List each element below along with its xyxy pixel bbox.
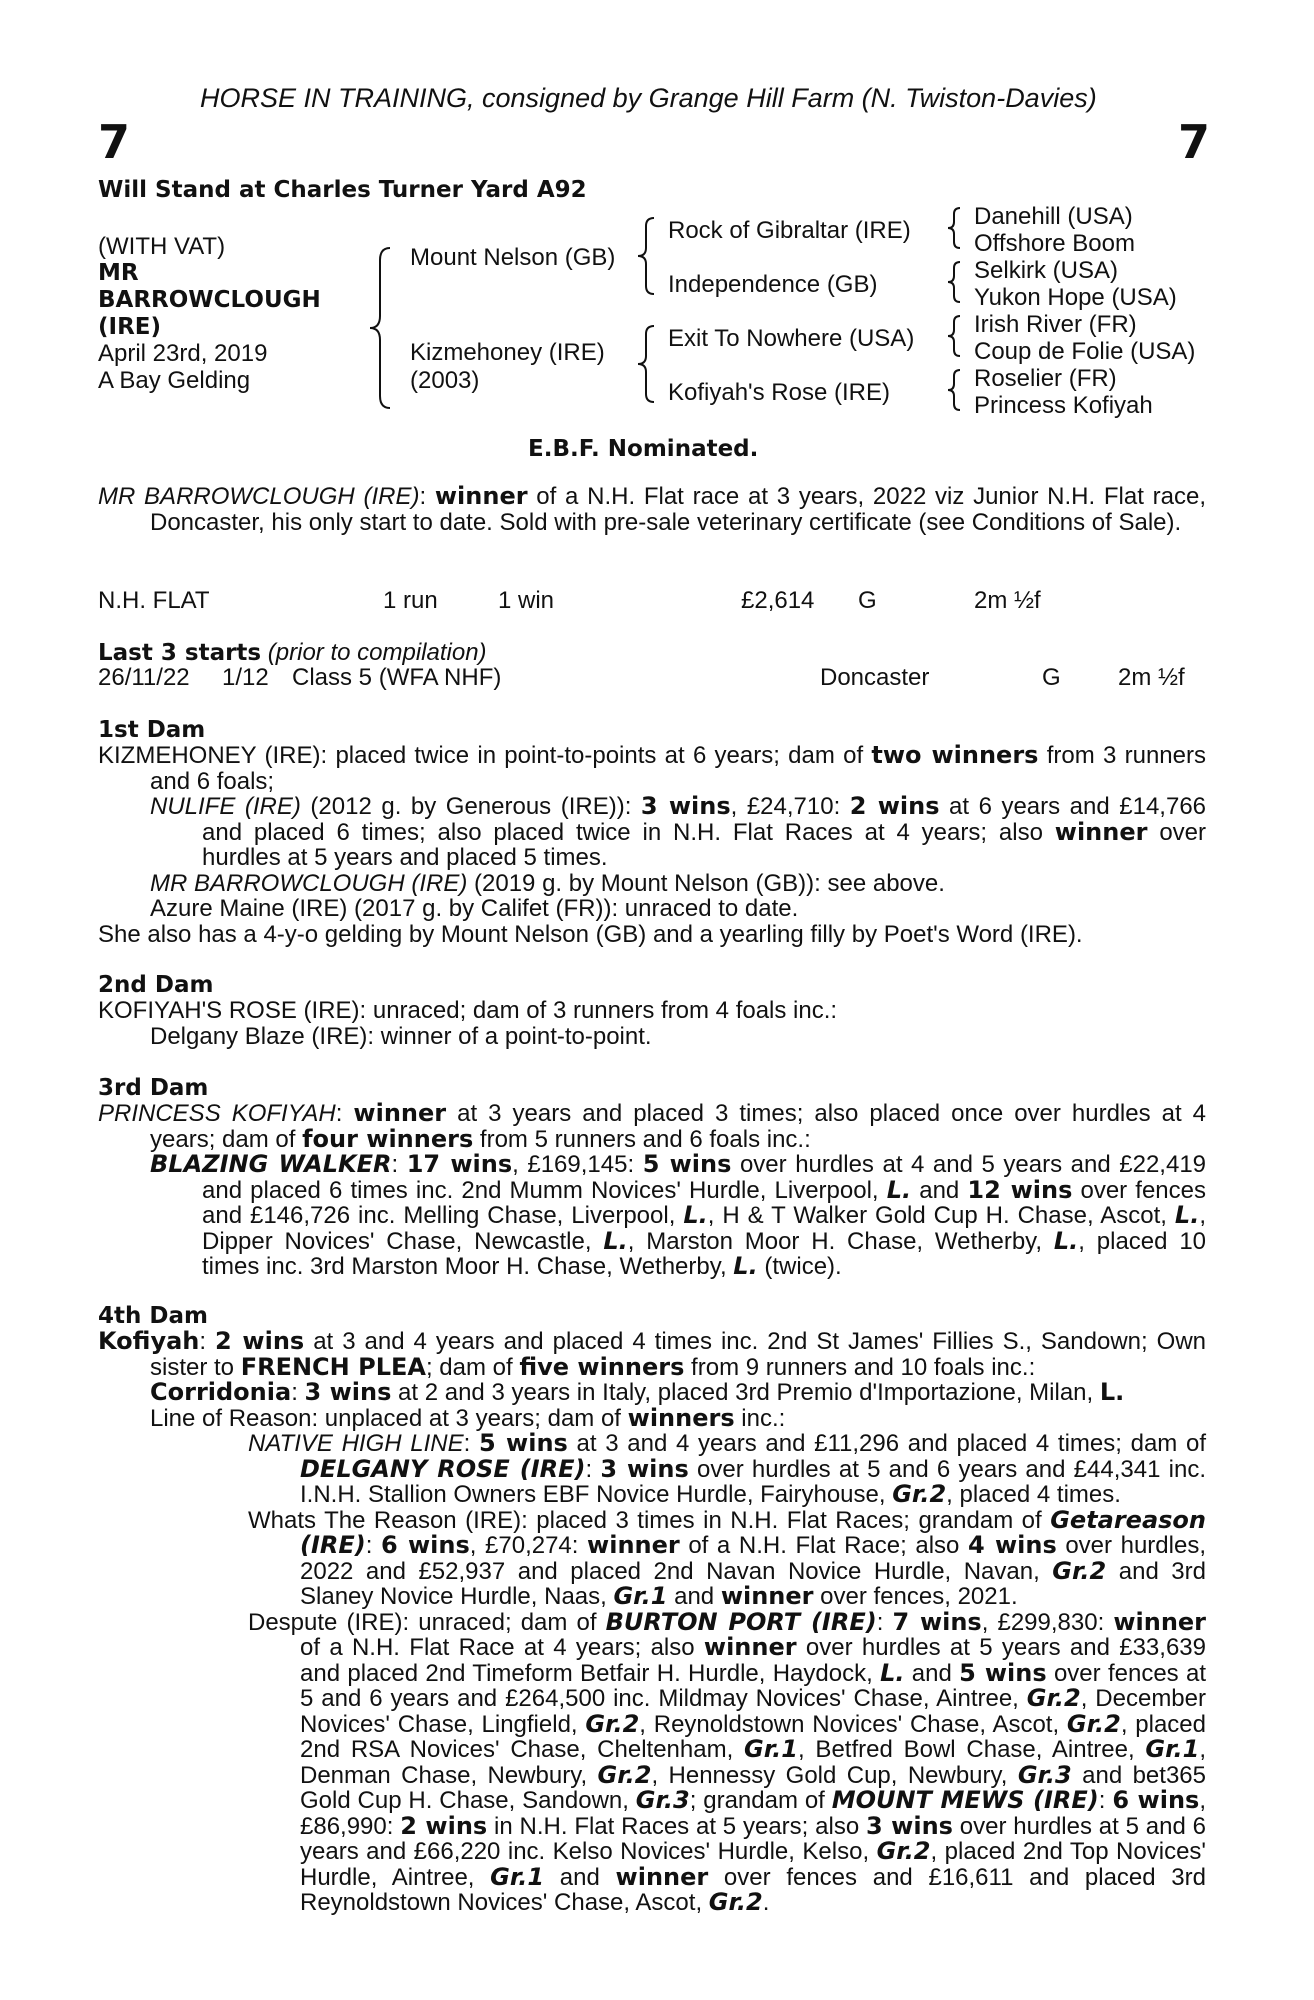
race-summary: MR BARROWCLOUGH (IRE): winner of a N.H. Flat race at 3 years, 2022 viz Junior N.H. Flat race, Doncaster, his only start to date. Sold with pre-sale veterinary certificate (see Conditions of Sale). <box>98 482 1206 536</box>
third-dam-heading: 3rd Dam <box>98 1075 209 1101</box>
stand-location: Will Stand at Charles Turner Yard A92 <box>98 177 587 203</box>
horse-name-line3: (IRE) <box>98 314 162 340</box>
pedigree-dam-dam: Kofiyah's Rose (IRE) <box>668 379 890 406</box>
pedigree-g2: Offshore Boom <box>974 230 1135 257</box>
pedigree-brace-1 <box>366 246 396 410</box>
start-date: 26/11/22 <box>98 664 190 691</box>
pedigree-g7: Roselier (FR) <box>974 365 1117 392</box>
pedigree-g3: Selkirk (USA) <box>974 257 1119 284</box>
pedigree-dam-sire: Exit To Nowhere (USA) <box>668 325 915 352</box>
lot-number-left: 7 <box>98 115 131 169</box>
pedigree-sire-dam: Independence (GB) <box>668 271 878 298</box>
record-wins: 1 win <box>498 587 555 614</box>
vat-note: (WITH VAT) <box>98 233 226 260</box>
page-header: HORSE IN TRAINING, consigned by Grange Hill Farm (N. Twiston-Davies) <box>200 83 1097 113</box>
fourth-dam-heading: 4th Dam <box>98 1303 208 1329</box>
start-course: Doncaster <box>820 664 930 691</box>
horse-description: A Bay Gelding <box>98 367 251 394</box>
pedigree-brace-5 <box>944 260 964 304</box>
lot-number-right: 7 <box>1178 115 1211 169</box>
record-going: G <box>858 587 877 614</box>
foaling-date: April 23rd, 2019 <box>98 340 268 367</box>
pedigree-g5: Irish River (FR) <box>974 311 1137 338</box>
record-distance: 2m ½f <box>974 587 1041 614</box>
pedigree-sire-sire: Rock of Gibraltar (IRE) <box>668 217 911 244</box>
pedigree-g6: Coup de Folie (USA) <box>974 338 1196 365</box>
fourth-dam-section: 4th Dam Kofiyah: 2 wins at 3 and 4 years and placed 4 times inc. 2nd St James' Fillies S., Sandown; Own sister to FRENCH PLEA; dam of five winners from 9 runners and 10 foals inc.: Corridonia: 3 wins at 2 and 3 years in Italy, placed 3rd Premio d'Importazione, Milan, L. Line of Reason: unplaced at 3 years; dam of winners inc.: NATIVE HIGH LINE: 5 wins at 3 and 4 years and £11,296 and placed 4 times; dam of DELGANY ROSE (IRE): 3 wins over hurdles at 5 and 6 years and £44,341 inc. I.N.H. Stallion Owners EBF Novice Hurdle, Fairyhouse, Gr.2, placed 4 times. Whats The Reason (IRE): placed 3 times in N.H. Flat Races; grandam of Getareason (IRE): 6 wins, £70,274: winner of a N.H. Flat Race; also 4 wins over hurdles, 2022 and £52,937 and placed 2nd Navan Novice Hurdle, Navan, Gr.2 and 3rd Slaney Novice Hurdle, Naas, Gr.1 and winner over fences, 2021. Despute (IRE): unraced; dam of BURTON PORT (IRE): 7 wins, £299,830: winner of a N.H. Flat Race at 4 years; also winner over hurdles at 5 years and £33,639 and placed 2nd Timeform Betfair H. Hurdle, Haydock, L. and 5 wins over fences at 5 and 6 years and £264,500 inc. Mildmay Novices' Chase, Aintree, Gr.2, December Novices' Chase, Lingfield, Gr.2, Reynoldstown Novices' Chase, Ascot, Gr.2, placed 2nd RSA Novices' Chase, Cheltenham, Gr.1, Betfred Bowl Chase, Aintree, Gr.1, Denman Chase, Newbury, Gr.2, Hennessy Gold Cup, Newbury, Gr.3 and bet365 Gold Cup H. Chase, Sandown, Gr.3; grandam of MOUNT MEWS (IRE): 6 wins, £86,990: 2 wins in N.H. Flat Races at 5 years; also 3 wins over hurdles at 5 and 6 years and £66,220 inc. Kelso Novices' Hurdle, Kelso, Gr.2, placed 2nd Top Novices' Hurdle, Aintree, Gr.1 and winner over fences and £16,611 and placed 3rd Reynoldstown Novices' Chase, Ascot, Gr.2. <box>98 1303 1207 1916</box>
pedigree-dam-year: (2003) <box>410 367 480 394</box>
pedigree-g1: Danehill (USA) <box>974 203 1133 230</box>
record-runs: 1 run <box>383 587 438 614</box>
second-dam-section: 2nd Dam KOFIYAH'S ROSE (IRE): unraced; dam of 3 runners from 4 foals inc.: Delgany Blaze (IRE): winner of a point-to-point. <box>98 972 1206 1049</box>
pedigree-brace-2 <box>634 216 658 296</box>
last-starts-heading: Last 3 starts (prior to compilation) <box>98 639 487 666</box>
horse-name-line2: BARROWCLOUGH <box>98 287 321 313</box>
start-going: G <box>1042 664 1061 691</box>
first-dam-heading: 1st Dam <box>98 717 206 743</box>
third-dam-section: 3rd Dam PRINCESS KOFIYAH: winner at 3 years and placed 3 times; also placed once over hurdles at 4 years; dam of four winners from 5 runners and 6 foals inc.: BLAZING WALKER: 17 wins, £169,145: 5 wins over hurdles at 4 and 5 years and £22,419 and placed 6 times inc. 2nd Mumm Novices' Hurdle, Liverpool, L. and 12 wins over fences and £146,726 inc. Melling Chase, Liverpool, L., H & T Walker Gold Cup H. Chase, Ascot, L., Dipper Novices' Chase, Newcastle, L., Marston Moor H. Chase, Wetherby, L., placed 10 times inc. 3rd Marston Moor H. Chase, Wetherby, L. (twice). <box>98 1075 1207 1280</box>
pedigree-brace-6 <box>944 314 964 358</box>
pedigree-brace-3 <box>634 324 658 404</box>
second-dam-heading: 2nd Dam <box>98 972 214 998</box>
pedigree-g8: Princess Kofiyah <box>974 392 1153 419</box>
first-dam-section: 1st Dam KIZMEHONEY (IRE): placed twice in point-to-points at 6 years; dam of two winners from 3 runners and 6 foals; NULIFE (IRE) (2012 g. by Generous (IRE)): 3 wins, £24,710: 2 wins at 6 years and £14,766 and placed 6 times; also placed twice in N.H. Flat Races at 4 years; also winner over hurdles at 5 years and placed 5 times. MR BARROWCLOUGH (IRE) (2019 g. by Mount Nelson (GB)): see above. Azure Maine (IRE) (2017 g. by Califet (FR)): unraced to date. She also has a 4-y-o gelding by Mount Nelson (GB) and a yearling filly by Poet's Word (IRE). <box>98 717 1207 948</box>
pedigree-brace-4 <box>944 206 964 250</box>
horse-name: MR BARROWCLOUGH (IRE) <box>98 483 420 510</box>
start-distance: 2m ½f <box>1118 664 1185 691</box>
record-prize: £2,614 <box>741 587 815 614</box>
pedigree-dam: Kizmehoney (IRE) <box>410 339 605 366</box>
start-class: Class 5 (WFA NHF) <box>292 664 502 691</box>
pedigree-g4: Yukon Hope (USA) <box>974 284 1177 311</box>
start-position: 1/12 <box>222 664 269 691</box>
pedigree-brace-7 <box>944 368 964 412</box>
ebf-nominated: E.B.F. Nominated. <box>528 436 759 462</box>
pedigree-sire: Mount Nelson (GB) <box>410 244 616 271</box>
horse-name-line1: MR <box>98 260 139 286</box>
record-type: N.H. FLAT <box>98 587 210 614</box>
